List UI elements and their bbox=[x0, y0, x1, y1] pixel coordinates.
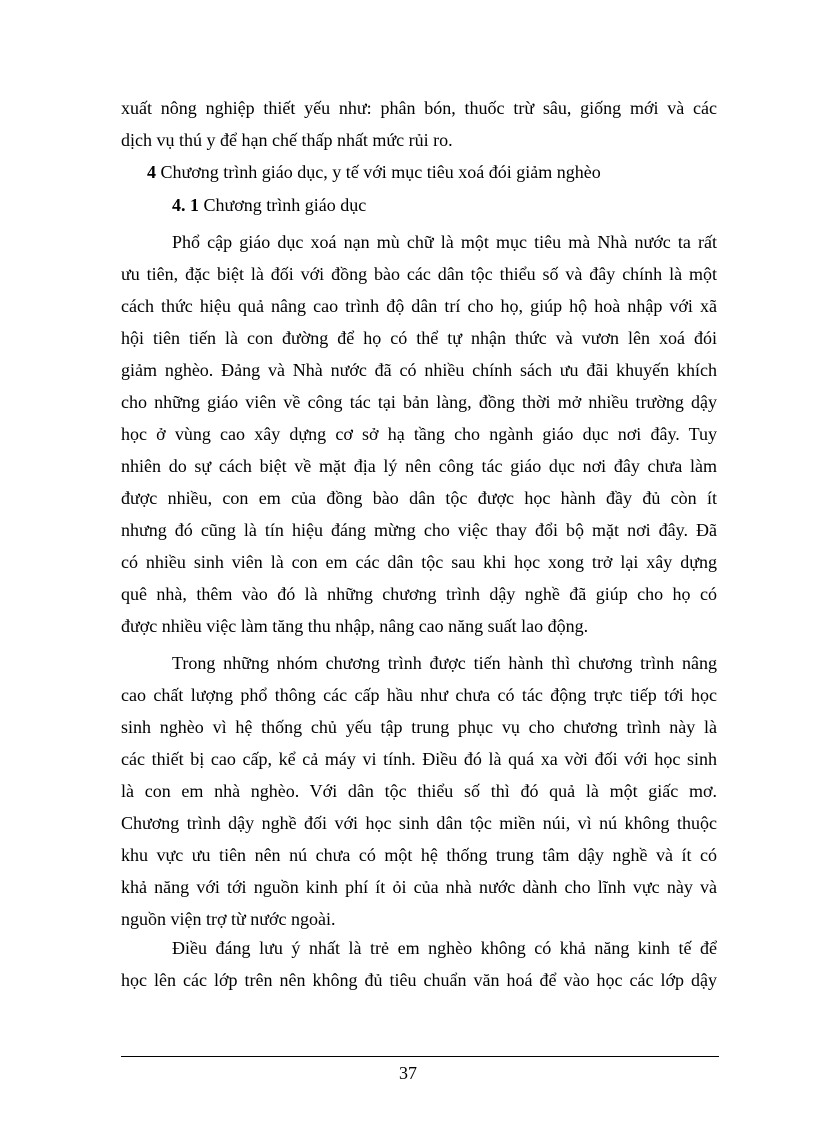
text-line: học lên các lớp trên nên không đủ tiêu chuẩn văn hoá để vào học các lớp dậy bbox=[121, 970, 717, 990]
section-heading-text: Chương trình giáo dục, y tế với mục tiêu xoá đói giảm nghèo bbox=[156, 162, 601, 182]
text-line: là con em nhà nghèo. Với dân tộc thiểu số thì đó quả là một giấc mơ. bbox=[121, 781, 717, 801]
subsection-heading bbox=[172, 194, 366, 216]
text-line: giảm nghèo. Đảng và Nhà nước đã có nhiều chính sách ưu đãi khuyến khích bbox=[121, 360, 717, 380]
text-line: sinh nghèo vì hệ thống chủ yếu tập trung phục vụ cho chương trình này là bbox=[121, 717, 717, 737]
subsection-heading-text: Chương trình giáo dục bbox=[199, 195, 367, 215]
subsection-heading-number: 4. 1 bbox=[172, 195, 199, 215]
text-line: có nhiều sinh viên là con em các dân tộc sau khi học xong trở lại xây dựng bbox=[121, 552, 717, 572]
text-line: Trong những nhóm chương trình được tiến hành thì chương trình nâng bbox=[172, 653, 717, 673]
text-line: học ở vùng cao xây dựng cơ sở hạ tầng cho ngành giáo dục nơi đây. Tuy bbox=[121, 424, 717, 444]
text-line: dịch vụ thú y để hạn chế thấp nhất mức rủi ro. bbox=[121, 130, 453, 150]
text-line: được nhiều việc làm tăng thu nhập, nâng cao năng suất lao động. bbox=[121, 616, 589, 636]
text-line: khả năng với tới nguồn kinh phí ít ỏi của nhà nước dành cho lĩnh vực này và bbox=[121, 877, 717, 897]
text-line: nguồn viện trợ từ nước ngoài. bbox=[121, 909, 336, 929]
text-line: cách thức hiệu quả nâng cao trình độ dân trí cho họ, giúp hộ hoà nhập với xã bbox=[121, 296, 717, 316]
text-line: ưu tiên, đặc biệt là đối với đồng bào các dân tộc thiểu số và đây chính là một bbox=[121, 264, 717, 284]
footer-divider bbox=[121, 1056, 719, 1057]
text-line: Phổ cập giáo dục xoá nạn mù chữ là một mục tiêu mà Nhà nước ta rất bbox=[172, 232, 717, 252]
text-line: cao chất lượng phổ thông các cấp hầu như chưa có tác động trực tiếp tới học bbox=[121, 685, 717, 705]
text-line: xuất nông nghiệp thiết yếu như: phân bón, thuốc trừ sâu, giống mới và các bbox=[121, 98, 717, 118]
section-heading-number: 4 bbox=[147, 162, 156, 182]
text-line: cho những giáo viên về công tác tại bản làng, đồng thời mở nhiều trường dậy bbox=[121, 392, 717, 412]
text-line: các thiết bị cao cấp, kể cả máy vi tính. Điều đó là quá xa vời đối với học sinh bbox=[121, 749, 717, 769]
text-line: Chương trình dậy nghề đối với học sinh dân tộc miền núi, vì nú không thuộc bbox=[121, 813, 717, 833]
text-line: nhiên do sự cách biệt về mặt địa lý nên công tác giáo dục nơi đây chưa làm bbox=[121, 456, 717, 476]
text-line: được nhiều, con em của đồng bào dân tộc được học hành đầy đủ còn ít bbox=[121, 488, 717, 508]
text-line: nhưng đó cũng là tín hiệu đáng mừng cho việc thay đổi bộ mặt nơi đây. Đã bbox=[121, 520, 717, 540]
page-number: 37 bbox=[399, 1063, 417, 1083]
text-line: hội tiên tiến là con đường để họ có thể tự nhận thức và vươn lên xoá đói bbox=[121, 328, 717, 348]
text-line: Điều đáng lưu ý nhất là trẻ em nghèo không có khả năng kinh tế để bbox=[172, 938, 717, 958]
text-line: khu vực ưu tiên nên nú chưa có một hệ thống trung tâm dậy nghề và ít có bbox=[121, 845, 717, 865]
section-heading bbox=[147, 161, 601, 183]
text-line: quê nhà, thêm vào đó là những chương trình dậy nghề đã giúp cho họ có bbox=[121, 584, 717, 604]
